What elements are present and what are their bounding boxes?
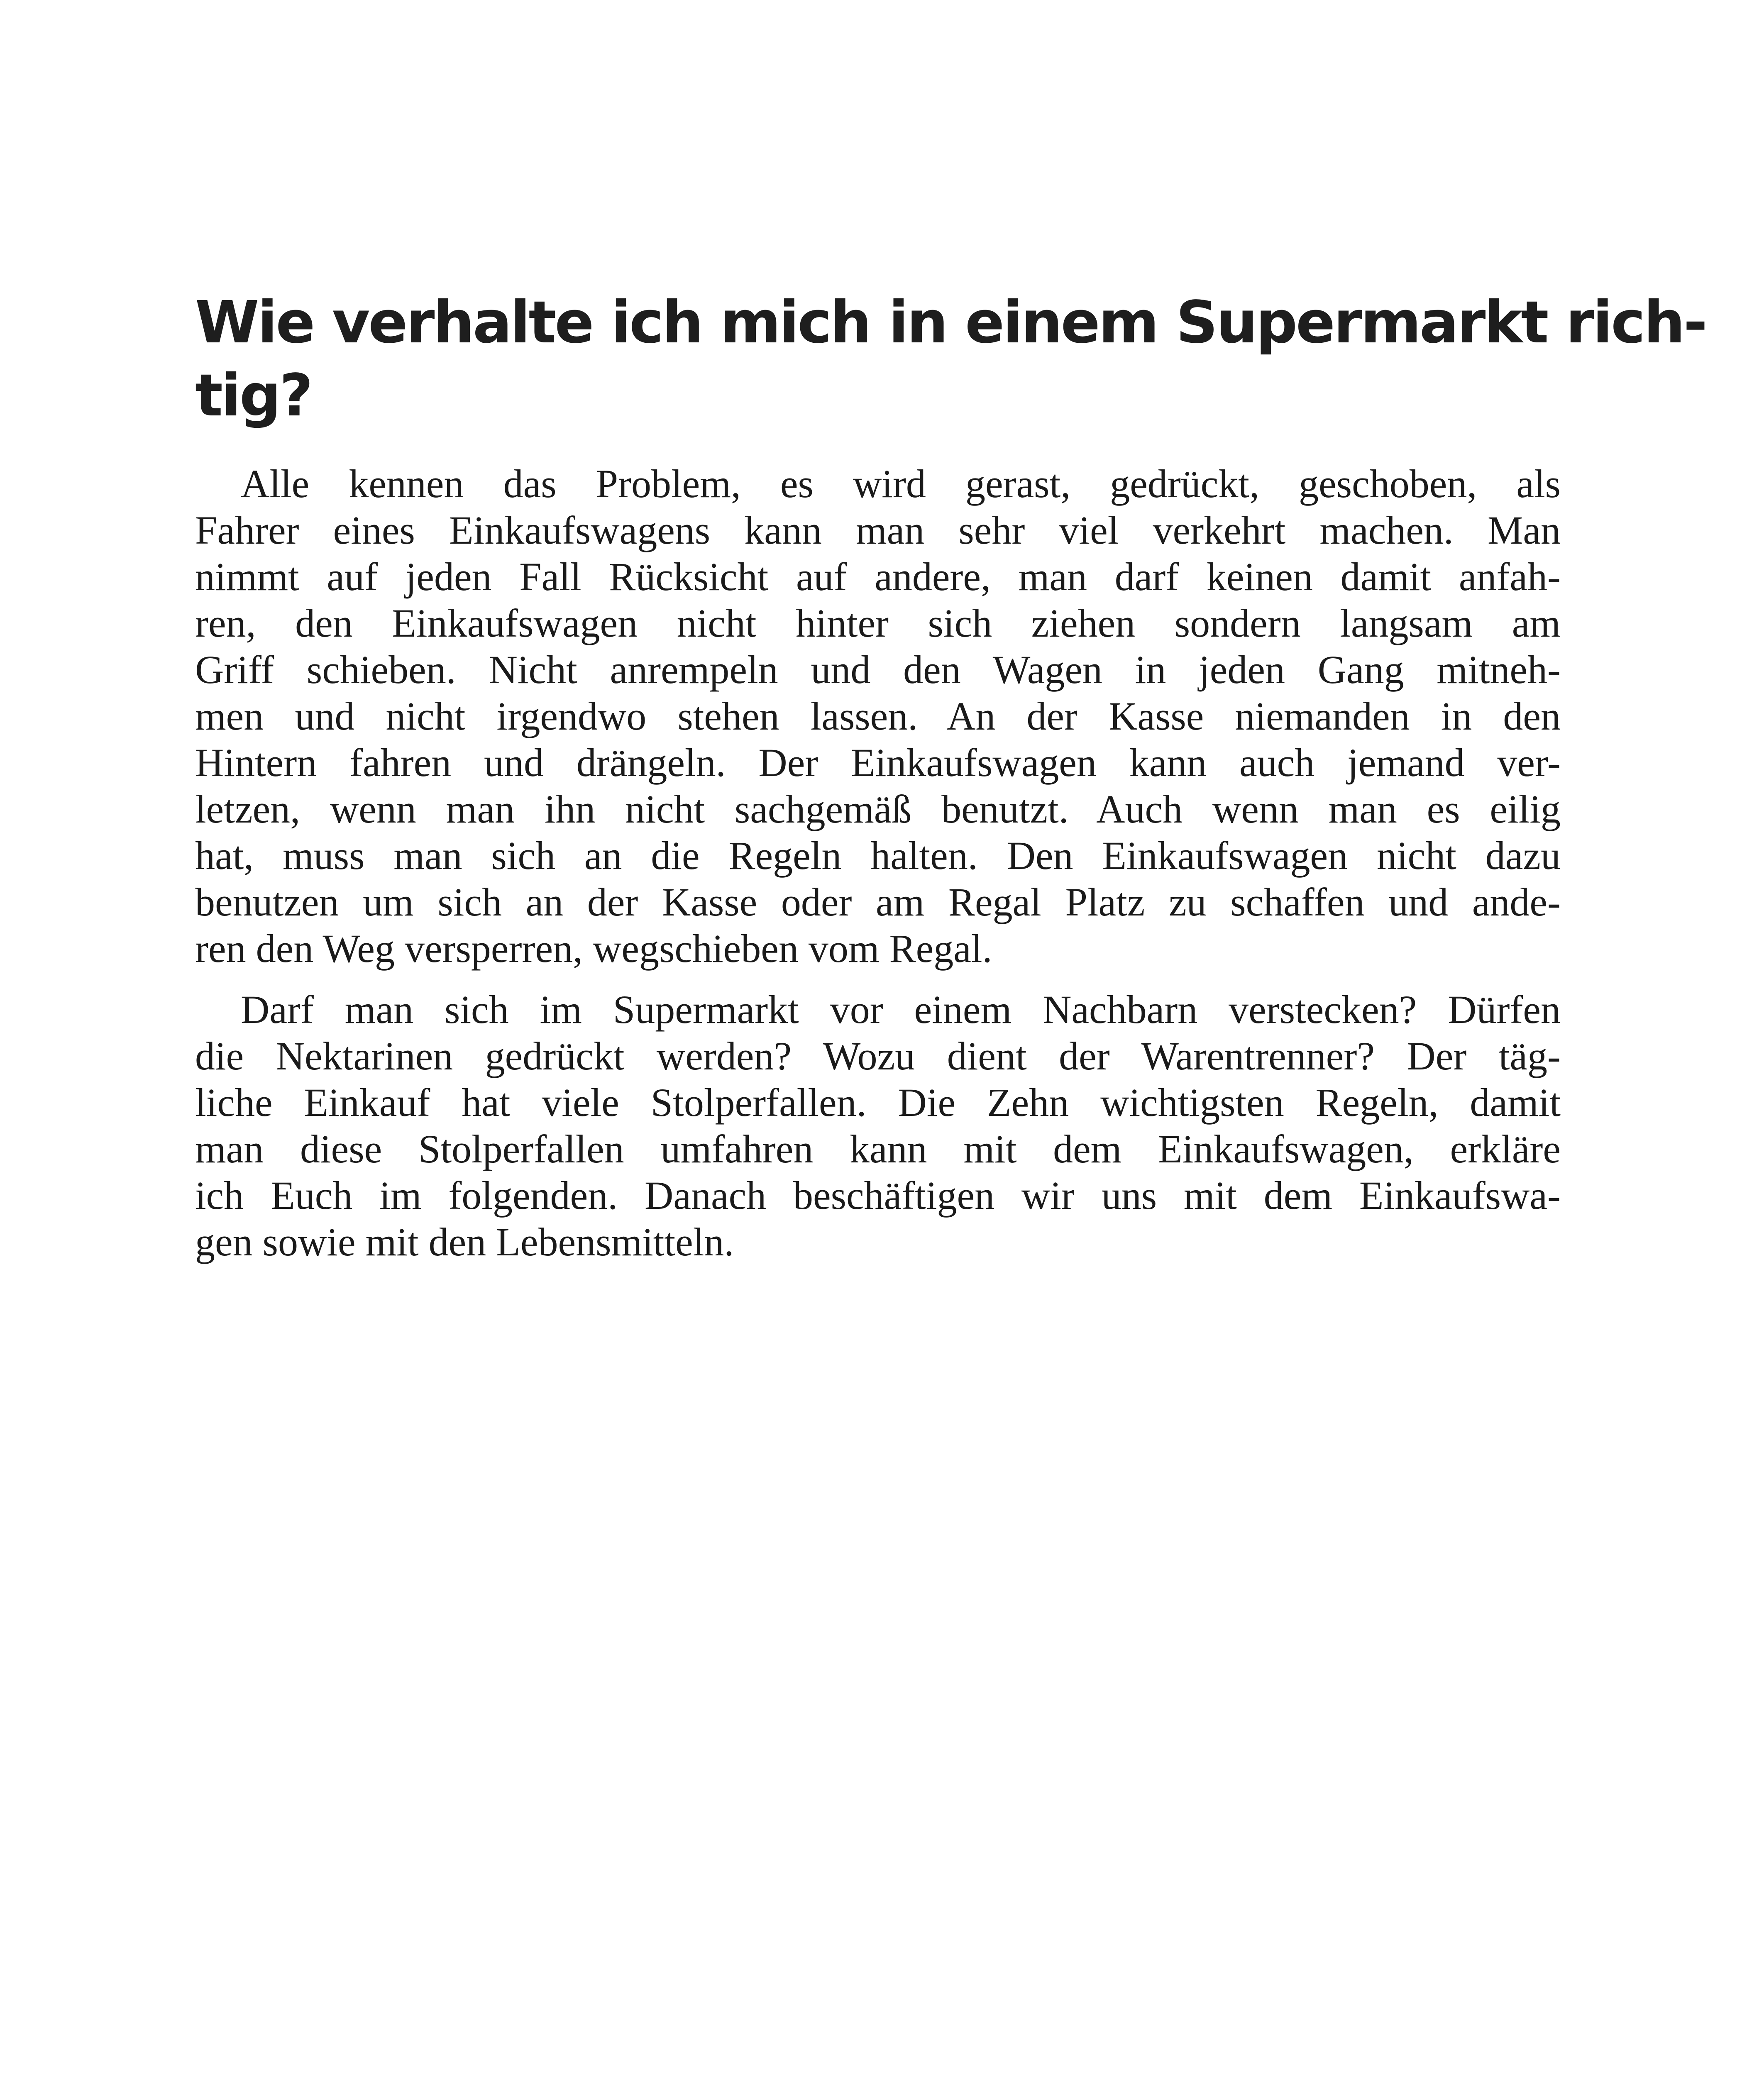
- text-line: Griff schieben. Nicht anrempeln und den Wagen in jeden Gang mitneh-: [195, 647, 1561, 692]
- paragraph-1: [195, 461, 1561, 972]
- text-line: gen sowie mit den Lebensmitteln.: [195, 1220, 734, 1264]
- text-line: nimmt auf jeden Fall Rücksicht auf andere, man darf keinen damit anfah-: [195, 554, 1561, 599]
- text-line: benutzen um sich an der Kasse oder am Regal Platz zu schaffen und ande-: [195, 880, 1561, 924]
- page-title-line-1: Wie verhalte ich mich in einem Supermarkt rich-: [195, 289, 1706, 356]
- text-line: men und nicht irgendwo stehen lassen. An der Kasse niemanden in den: [195, 694, 1561, 738]
- text-line: letzen, wenn man ihn nicht sachgemäß benutzt. Auch wenn man es eilig: [195, 787, 1561, 831]
- text-line: Alle kennen das Problem, es wird gerast, gedrückt, geschoben, als: [241, 461, 1561, 506]
- text-line: die Nektarinen gedrückt werden? Wozu dient der Warentrenner? Der täg-: [195, 1034, 1561, 1078]
- page-title: [195, 286, 1706, 432]
- text-line: Darf man sich im Supermarkt vor einem Nachbarn verstecken? Dürfen: [241, 987, 1561, 1032]
- text-line: hat, muss man sich an die Regeln halten. Den Einkaufswagen nicht dazu: [195, 833, 1561, 878]
- page-title-line-2: tig?: [195, 362, 312, 430]
- body-text: [195, 461, 1561, 1265]
- text-line: liche Einkauf hat viele Stolperfallen. Die Zehn wichtigsten Regeln, damit: [195, 1080, 1561, 1125]
- text-line: ren den Weg versperren, wegschieben vom Regal.: [195, 926, 992, 971]
- paragraph-2: [195, 986, 1561, 1265]
- text-line: man diese Stolperfallen umfahren kann mit dem Einkaufswagen, erkläre: [195, 1127, 1561, 1171]
- text-line: Hintern fahren und drängeln. Der Einkaufswagen kann auch jemand ver-: [195, 740, 1561, 785]
- text-line: Fahrer eines Einkaufswagens kann man sehr viel verkehrt machen. Man: [195, 508, 1561, 552]
- text-line: ich Euch im folgenden. Danach beschäftigen wir uns mit dem Einkaufswa-: [195, 1173, 1561, 1218]
- text-line: ren, den Einkaufswagen nicht hinter sich ziehen sondern langsam am: [195, 601, 1561, 645]
